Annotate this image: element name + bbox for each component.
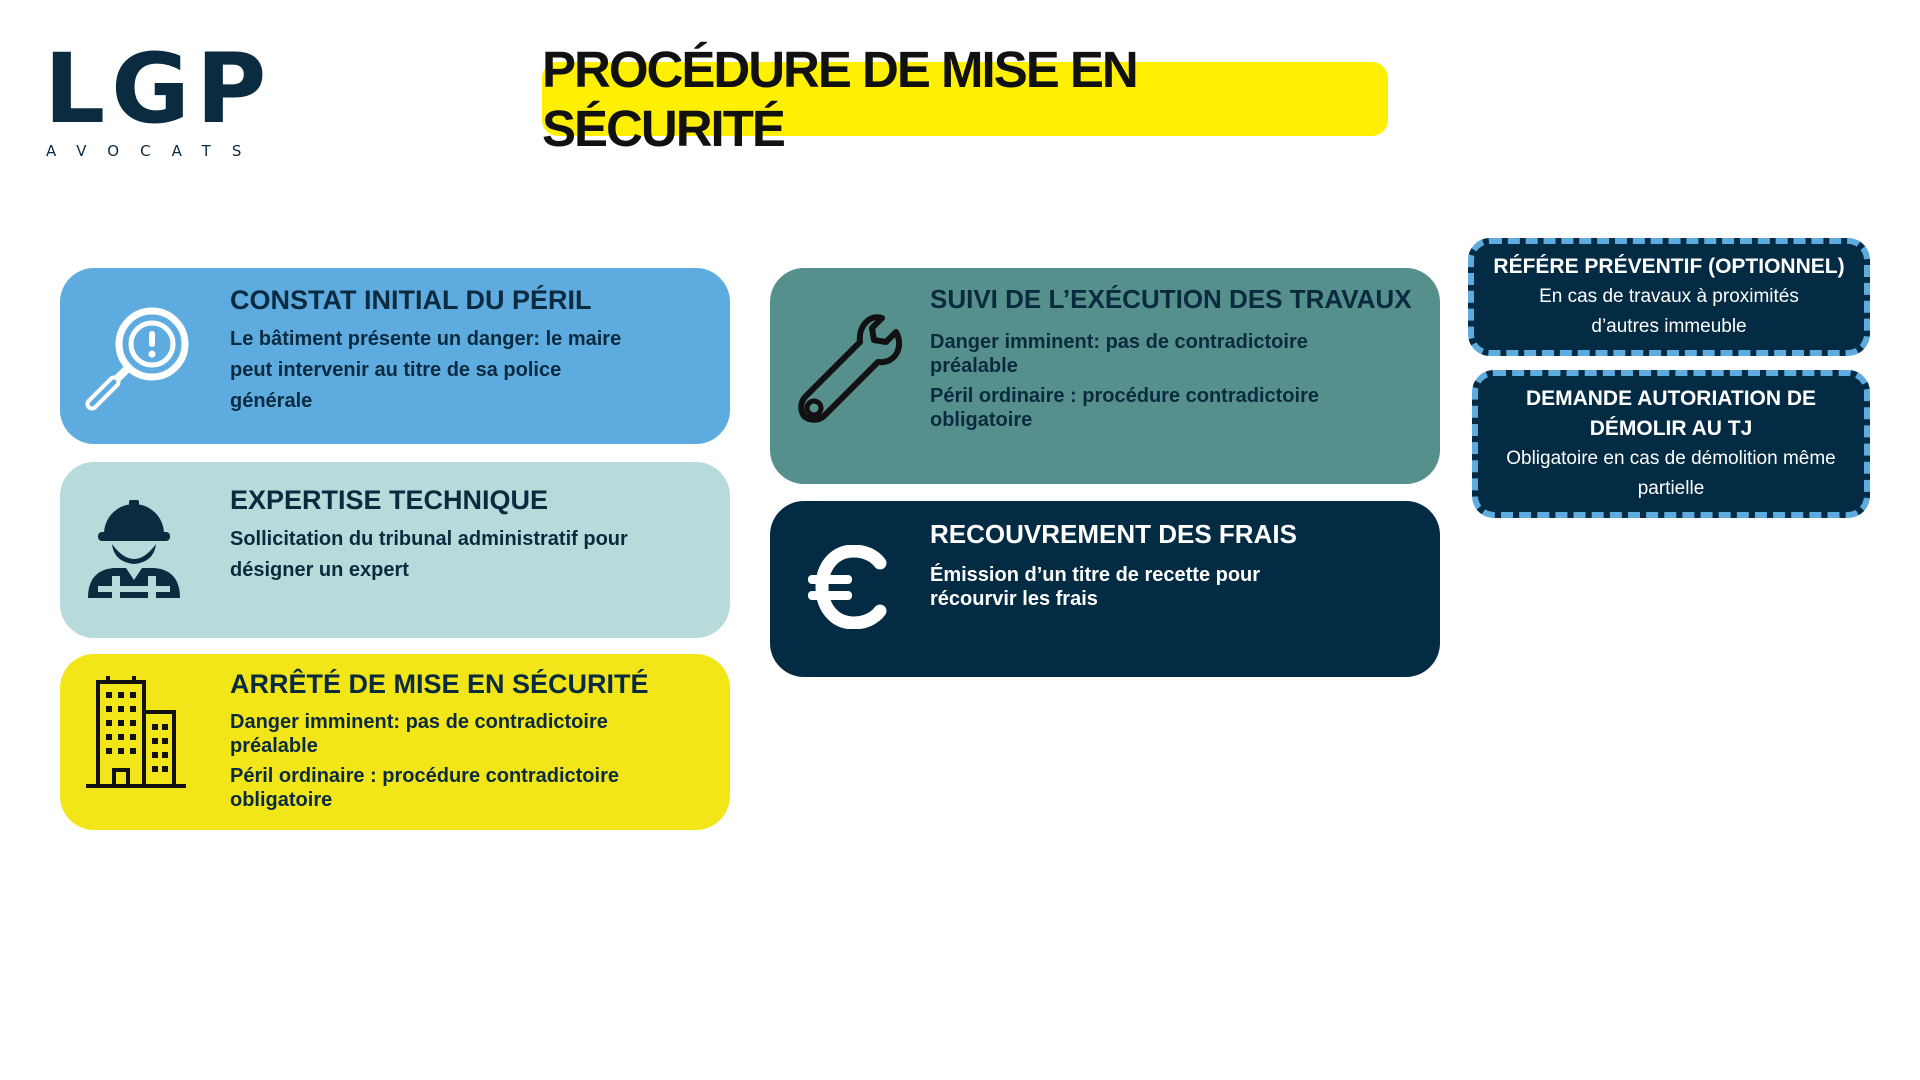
step-text-line: Sollicitation du tribunal administratif pour [230,528,628,550]
step-expertise-technique [60,462,730,638]
euro-icon [808,545,888,634]
step-text-line: obligatoire [930,409,1033,431]
step-suivi-travaux [770,268,1440,484]
step-arrete [60,654,730,830]
step-text-line: générale [230,390,313,412]
step-recouvrement [770,501,1440,677]
note-demande-demolition [1472,370,1870,518]
step-constat-initial [60,268,730,444]
logo-letters: LGP [44,33,273,145]
step-text-line: préalable [230,735,318,757]
step-heading: RECOUVREMENT DES FRAIS [930,519,1297,549]
step-heading: EXPERTISE TECHNIQUE [230,485,549,515]
note-text-line: d’autres immeuble [1591,316,1747,337]
note-refere-preventif [1468,238,1870,356]
step-text-line: préalable [930,355,1018,377]
step-heading: CONSTAT INITIAL DU PÉRIL [230,285,592,315]
worker-icon [84,498,184,607]
note-text-line: En cas de travaux à proximités [1539,286,1799,307]
note-heading: DÉMOLIR AU TJ [1589,417,1753,440]
step-text-line: Péril ordinaire : procédure contradictoire [230,765,619,787]
step-heading: ARRÊTÉ DE MISE EN SÉCURITÉ [230,669,649,699]
lgp-logo [44,33,273,160]
step-text-line: peut intervenir au titre de sa police [230,359,562,381]
note-heading: RÉFÉRE PRÉVENTIF (OPTIONNEL) [1493,255,1845,278]
logo-subtitle: AVOCATS [46,142,263,160]
step-text-line: obligatoire [230,789,333,811]
note-text-line: Obligatoire en cas de démolition même [1506,448,1836,469]
step-text-line: Danger imminent: pas de contradictoire [930,331,1308,353]
note-text-line: partielle [1637,478,1705,499]
title-banner [542,41,1388,157]
step-text-line: Péril ordinaire : procédure contradictoire [930,385,1319,407]
step-text-line: récourvir les frais [930,588,1098,610]
building-icon [86,676,190,797]
step-text-line: Danger imminent: pas de contradictoire [230,711,608,733]
note-heading: DEMANDE AUTORIATION DE [1525,387,1817,410]
page-title: PROCÉDURE DE MISE EN SÉCURITÉ [542,41,1137,157]
magnifier-alert-icon [78,298,198,423]
step-text-line: Émission d’un titre de recette pour [930,564,1261,586]
step-text-line: Le bâtiment présente un danger: le maire [230,328,622,350]
step-text-line: désigner un expert [230,559,409,581]
step-heading: SUIVI DE L’EXÉCUTION DES TRAVAUX [930,284,1412,314]
wrench-icon [784,310,914,445]
